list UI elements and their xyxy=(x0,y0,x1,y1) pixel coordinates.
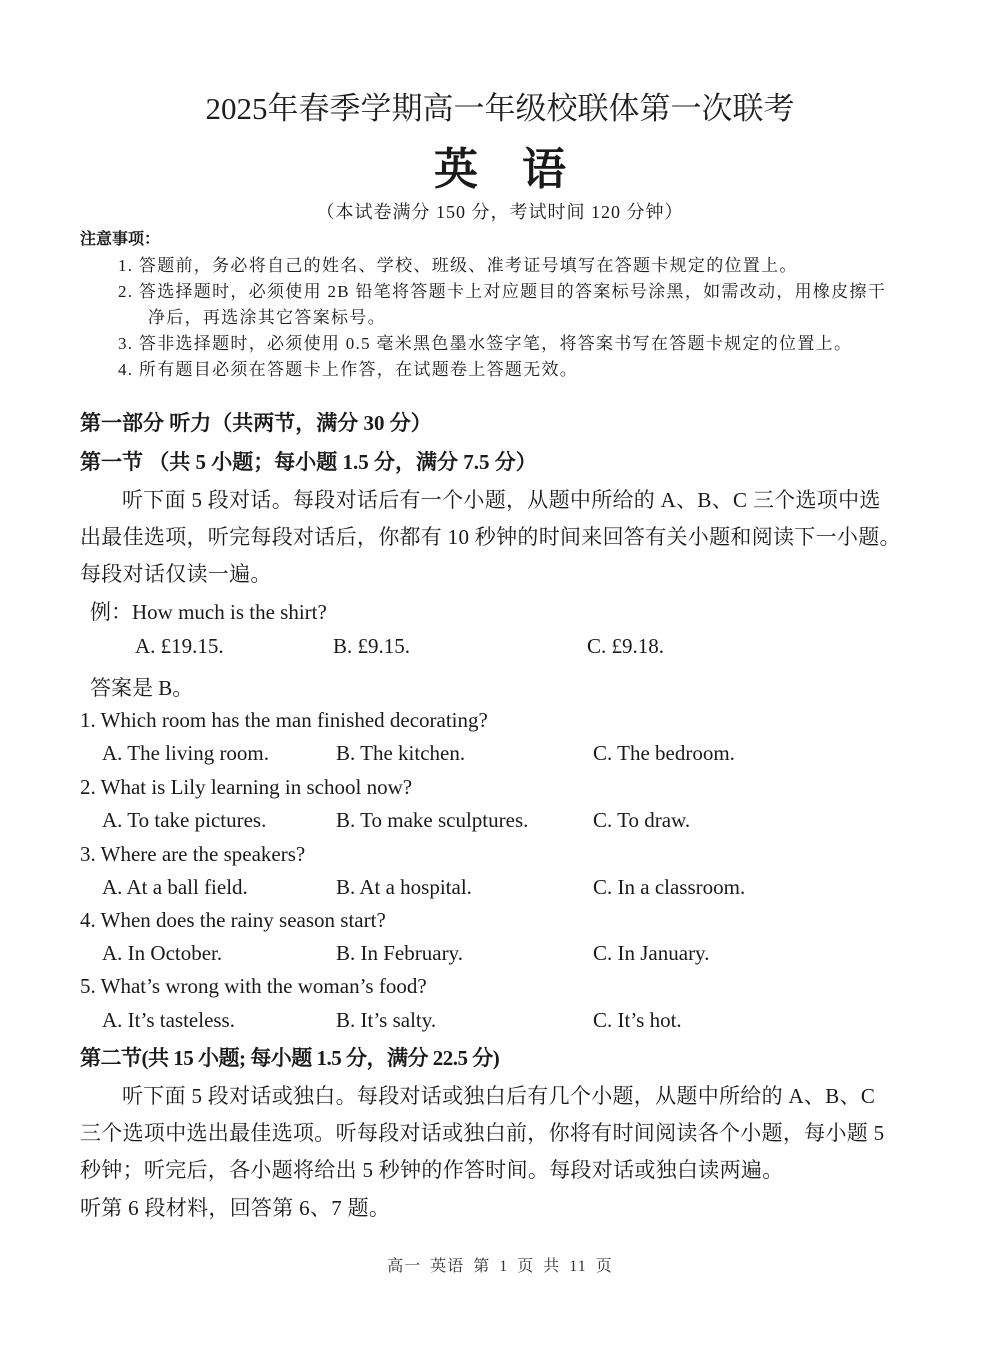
material-note: 听第 6 段材料，回答第 6、7 题。 xyxy=(80,1196,391,1220)
section1-heading: 第一节 （共 5 小题；每小题 1.5 分，满分 7.5 分） xyxy=(80,450,537,474)
question-text: 4. When does the rainy season start? xyxy=(80,908,386,932)
note-item: 3. 答非选择题时，必须使用 0.5 毫米黑色墨水签字笔，将答案书写在答题卡规定的位置上。 xyxy=(118,334,853,353)
section1-instructions: 每段对话仅读一遍。 xyxy=(80,562,272,586)
section2-instructions: 秒钟；听完后，各小题将给出 5 秒钟的作答时间。每段对话或独白读两遍。 xyxy=(80,1158,784,1182)
note-item-continuation: 净后，再选涂其它答案标号。 xyxy=(148,308,386,327)
option-c: C. In January. xyxy=(593,941,710,965)
section1-instructions: 出最佳选项，听完每段对话后，你都有 10 秒钟的时间来回答有关小题和阅读下一小题。 xyxy=(80,525,901,549)
example-option-b: B. £9.15. xyxy=(333,634,411,658)
option-b: B. In February. xyxy=(336,941,463,965)
option-a: A. To take pictures. xyxy=(102,808,267,832)
option-a: A. It’s tasteless. xyxy=(102,1008,235,1032)
option-c: C. The bedroom. xyxy=(593,741,735,765)
notes-heading: 注意事项： xyxy=(80,231,161,248)
section2-instructions: 听下面 5 段对话或独白。每段对话或独白后有几个小题，从题中所给的 A、B、C xyxy=(122,1084,876,1108)
option-a: A. The living room. xyxy=(102,741,270,765)
note-item: 2. 答选择题时，必须使用 2B 铅笔将答题卡上对应题目的答案标号涂黑，如需改动，用橡皮擦干 xyxy=(118,282,887,301)
section2-instructions: 三个选项中选出最佳选项。听每段对话或独白前，你将有时间阅读各个小题，每小题 5 xyxy=(80,1121,885,1145)
option-b: B. It’s salty. xyxy=(336,1008,437,1032)
question-text: 5. What’s wrong with the woman’s food? xyxy=(80,974,427,998)
example-question-text: 例：How much is the shirt? xyxy=(90,600,327,624)
note-item: 1. 答题前，务必将自己的姓名、学校、班级、准考证号填写在答题卡规定的位置上。 xyxy=(118,256,798,275)
question-text: 1. Which room has the man finished decorating? xyxy=(80,708,488,732)
question-text: 2. What is Lily learning in school now? xyxy=(80,775,413,799)
example-option-a: A. £19.15. xyxy=(135,634,224,658)
option-c: C. In a classroom. xyxy=(593,875,746,899)
exam-title: 2025年春季学期高一年级校联体第一次联考 xyxy=(205,91,795,126)
subject-title: 英语 xyxy=(434,144,610,195)
question-text: 3. Where are the speakers? xyxy=(80,842,306,866)
note-item: 4. 所有题目必须在答题卡上作答，在试题卷上答题无效。 xyxy=(118,360,579,379)
section2-heading: 第二节(共 15 小题; 每小题 1.5 分，满分 22.5 分) xyxy=(80,1046,500,1070)
option-b: B. At a hospital. xyxy=(336,875,472,899)
part1-heading: 第一部分 听力（共两节，满分 30 分） xyxy=(80,411,432,435)
exam-info: （本试卷满分 150 分，考试时间 120 分钟） xyxy=(316,202,684,222)
section1-instructions: 听下面 5 段对话。每段对话后有一个小题，从题中所给的 A、B、C 三个选项中选 xyxy=(122,488,881,512)
option-b: B. The kitchen. xyxy=(336,741,466,765)
example-option-c: C. £9.18. xyxy=(587,634,665,658)
option-c: C. To draw. xyxy=(593,808,691,832)
option-a: A. In October. xyxy=(102,941,223,965)
option-a: A. At a ball field. xyxy=(102,875,248,899)
option-c: C. It’s hot. xyxy=(593,1008,682,1032)
option-b: B. To make sculptures. xyxy=(336,808,529,832)
page-footer: 高一 英语 第 1 页 共 11 页 xyxy=(387,1258,613,1275)
example-answer: 答案是 B。 xyxy=(90,676,194,700)
